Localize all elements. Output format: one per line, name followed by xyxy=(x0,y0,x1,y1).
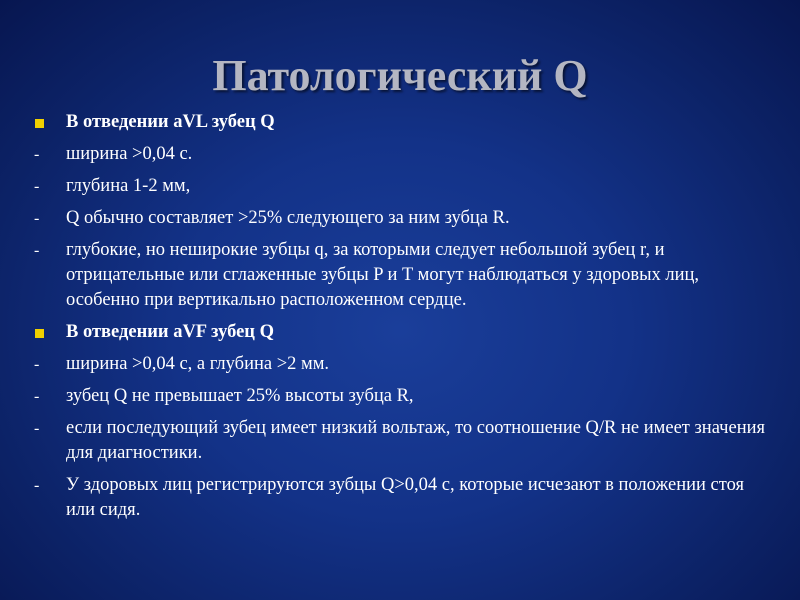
bullet-text: В отведении aVF зубец Q xyxy=(66,322,274,342)
dash-marker: - xyxy=(34,146,40,163)
square-bullet-icon xyxy=(35,329,44,338)
dash-marker: - xyxy=(34,477,40,494)
bullet-text: В отведении aVL зубец Q xyxy=(66,112,275,132)
bullet-item-avf xyxy=(32,320,772,345)
dash-text: если последующий зубец имеет низкий вольтаж, то соотношение Q/R не имеет значения для диагностики. xyxy=(66,418,765,463)
square-bullet-icon xyxy=(35,119,44,128)
dash-item xyxy=(32,206,772,231)
dash-text: глубина 1-2 мм, xyxy=(66,176,191,196)
dash-item xyxy=(32,142,772,167)
slide-content xyxy=(32,110,772,530)
dash-text: ширина >0,04 с. xyxy=(66,144,193,164)
dash-item xyxy=(32,174,772,199)
dash-item xyxy=(32,384,772,409)
dash-marker: - xyxy=(34,210,40,227)
dash-marker: - xyxy=(34,178,40,195)
dash-item xyxy=(32,473,772,523)
bullet-item-avl xyxy=(32,110,772,135)
dash-text: ширина >0,04 с, а глубина >2 мм. xyxy=(66,354,330,374)
slide-title: Патологический Q xyxy=(212,51,588,100)
dash-text: Q обычно составляет >25% следующего за ним зубца R. xyxy=(66,208,510,228)
dash-text: У здоровых лиц регистрируются зубцы Q>0,04 с, которые исчезают в положении стоя или сидя. xyxy=(66,475,744,520)
dash-item xyxy=(32,352,772,377)
dash-item xyxy=(32,238,772,313)
dash-marker: - xyxy=(34,356,40,373)
dash-text: глубокие, но неширокие зубцы q, за которыми следует небольшой зубец r, и отрицательные или сглаженные зубцы P и T могут наблюдаться у здоровых лиц, особенно при вертикально расположенном сердце. xyxy=(66,240,700,310)
dash-text: зубец Q не превышает 25% высоты зубца R, xyxy=(66,386,414,406)
dash-marker: - xyxy=(34,388,40,405)
dash-item xyxy=(32,416,772,466)
dash-marker: - xyxy=(34,420,40,437)
dash-marker: - xyxy=(34,242,40,259)
